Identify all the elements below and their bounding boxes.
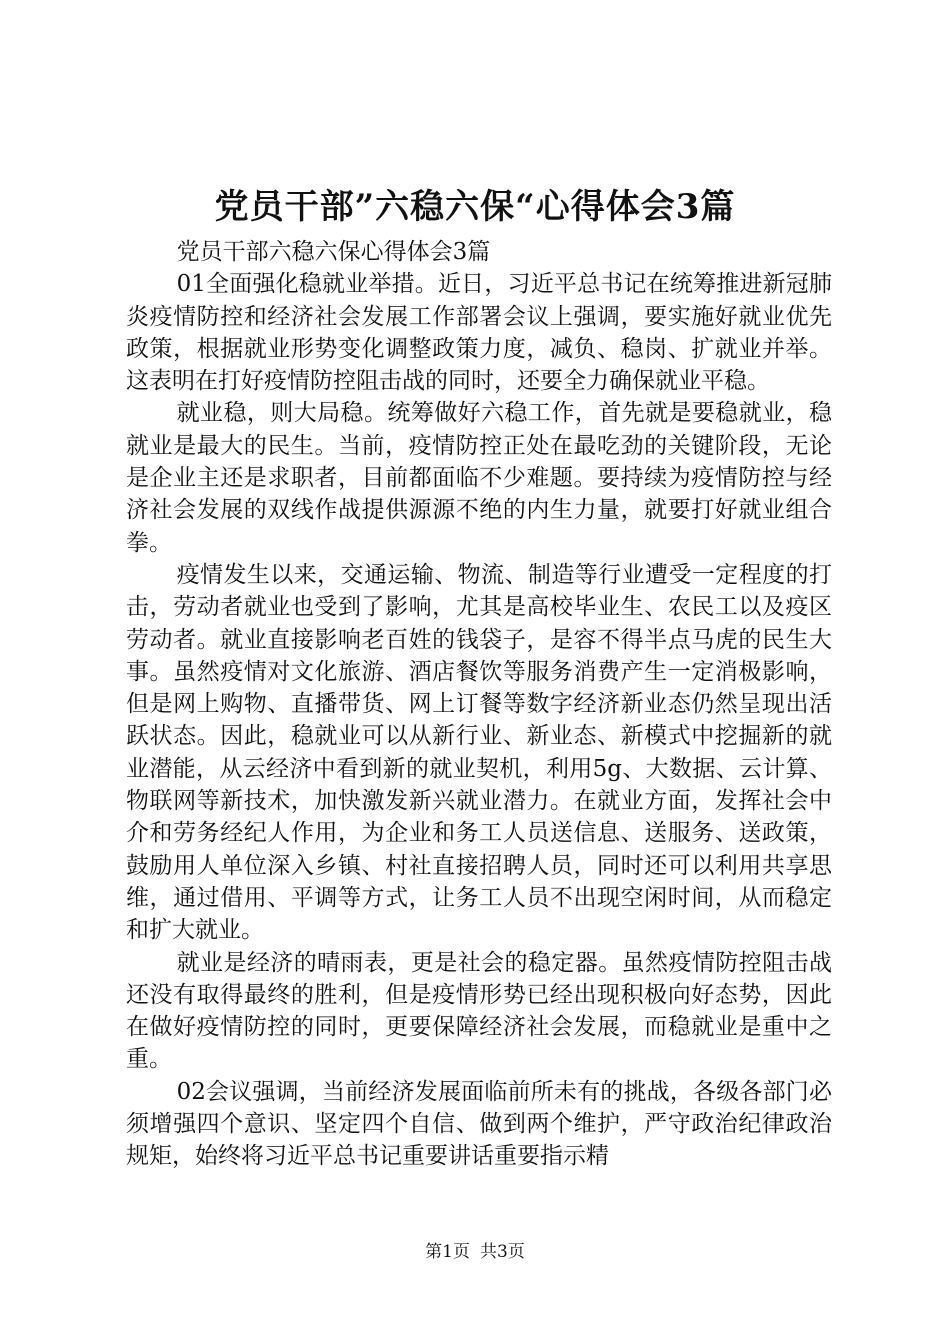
paragraph-3: 疫情发生以来，交通运输、物流、制造等行业遭受一定程度的打击，劳动者就业也受到了影响，尤其是高校毕业生、农民工以及疫区劳动者。就业直接影响老百姓的钱袋子，是容不得半点马虎的民生大事。虽然疫情对文化旅游、酒店餐饮等服务消费产生一定消极影响，但是网上购物、直播带货、网上订餐等数字经济新业态仍然呈现出活跃状态。因此，稳就业可以从新行业、新业态、新模式中挖掘新的就业潜能，从云经济中看到新的就业契机，利用5g、大数据、云计算、物联网等新技术，加快激发新兴就业潜力。在就业方面，发挥社会中介和劳务经纪人作用，为企业和务工人员送信息、送服务、送政策，鼓励用人单位深入乡镇、村社直接招聘人员，同时还可以利用共享思维，通过借用、平调等方式，让务工人员不出现空闲时间，从而稳定和扩大就业。 (126, 561, 832, 944)
page-number: 第1页 (425, 1242, 470, 1262)
paragraph-1: 01全面强化稳就业举措。近日，习近平总书记在统筹推进新冠肺炎疫情防控和经济社会发展工作部署会议上强调，要实施好就业优先政策，根据就业形势变化调整政策力度，减负、稳岗、扩就业并举。这表明在打好疫情防控阻击战的同时，还要全力确保就业平稳。 (126, 271, 832, 395)
paragraph-5: 02会议强调，当前经济发展面临前所未有的挑战，各级各部门必须增强四个意识、坚定四个自信、做到两个维护，严守政治纪律政治规矩，始终将习近平总书记重要讲话重要指示精 (126, 1078, 832, 1170)
document-body (126, 236, 832, 1173)
page-total: 共3页 (480, 1242, 525, 1262)
paragraph-subtitle: 党员干部六稳六保心得体会3篇 (176, 239, 491, 265)
paragraph-2: 就业稳，则大局稳。统筹做好六稳工作，首先就是要稳就业，稳就业是最大的民生。当前，疫情防控正处在最吃劲的关键阶段，无论是企业主还是求职者，目前都面临不少难题。要持续为疫情防控与经济社会发展的双线作战提供源源不绝的内生力量，就要打好就业组合拳。 (126, 400, 832, 556)
page-footer (0, 1240, 950, 1264)
document-title: 党员干部”六稳六保“心得体会3篇 (214, 187, 736, 227)
paragraph-4: 就业是经济的晴雨表，更是社会的稳定器。虽然疫情防控阻击战还没有取得最终的胜利，但是疫情形势已经出现积极向好态势，因此在做好疫情防控的同时，更要保障经济社会发展，而稳就业是重中之重。 (126, 949, 832, 1073)
